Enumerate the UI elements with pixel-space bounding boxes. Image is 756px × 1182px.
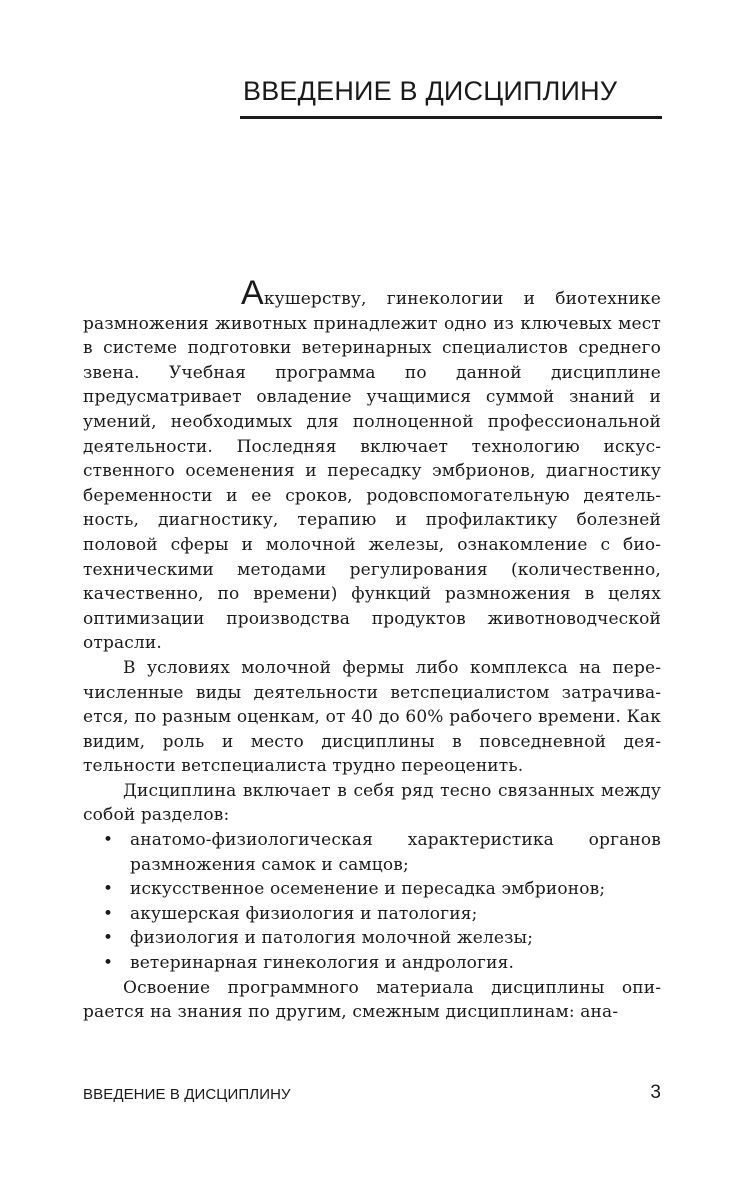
list-item (83, 951, 661, 976)
bullet-icon: • (103, 953, 114, 974)
list-item-text: физиология и патология молочной железы; (130, 928, 534, 949)
main-text (83, 274, 661, 1025)
list-item (83, 902, 661, 927)
chapter-title: ВВЕДЕНИЕ В ДИСЦИПЛИНУ (243, 76, 618, 106)
running-footer-title: ВВЕДЕНИЕ В ДИСЦИПЛИНУ (83, 1086, 291, 1103)
bullet-icon: • (103, 928, 114, 949)
bullet-icon: • (103, 879, 114, 900)
list-item-text: акушерская физиология и патология; (130, 903, 478, 924)
bullet-icon: • (103, 830, 114, 851)
title-divider (240, 116, 662, 119)
paragraph-prerequisites: Освоение программного материала дисциплины опирается на знания по другим, смежным дисциплинам: ана- (83, 977, 661, 1023)
paragraph-sections: Дисциплина включает в себя ряд тесно связанных между собой разделов: (83, 780, 661, 826)
paragraph-work-time: В условиях молочной фермы либо комплекса на перечисленные виды деятельности ветспециалистом затрачивается, по разным оценкам, от 40 до 60% рабочего времени. Как видим, роль и место дисциплины в повседневной деятельности ветспециалиста трудно переоценить. (83, 657, 661, 777)
list-item-text: анатомо-физиологическая характеристика органов размножения самок и самцов; (130, 830, 661, 875)
page-number: 3 (650, 1082, 661, 1103)
intro-text: кушерству, гинекологии и биотехнике размножения животных принадлежит одно из ключевых мест в системе подготовки ветеринарных специалистов среднего звена. Учебная программа по данной дисциплине предусматривает овладение учащимися суммой знаний и умений, необходимых для полноценной профессиональной деятельности. Последняя включает технологию искусственного осеменения и пересадку эмбрионов, диагностику беременности и ее сроков, родовспомогательную деятельность, диагностику, терапию и профилактику болезней половой сферы и молочной железы, ознакомление с биотехническими методами регулирования (количественно, качественно, по времени) функций размножения в целях оптимизации производства продуктов животноводческой отрасли. (83, 289, 661, 654)
intro-paragraph (83, 274, 661, 656)
list-item (83, 828, 661, 877)
list-item (83, 926, 661, 951)
bullet-icon: • (103, 903, 114, 924)
list-item (83, 877, 661, 902)
list-item-text: искусственное осеменение и пересадка эмбрионов; (130, 879, 606, 900)
drop-letter: А (241, 274, 264, 312)
list-item-text: ветеринарная гинекология и андрология. (130, 953, 515, 974)
sections-list (83, 828, 661, 976)
